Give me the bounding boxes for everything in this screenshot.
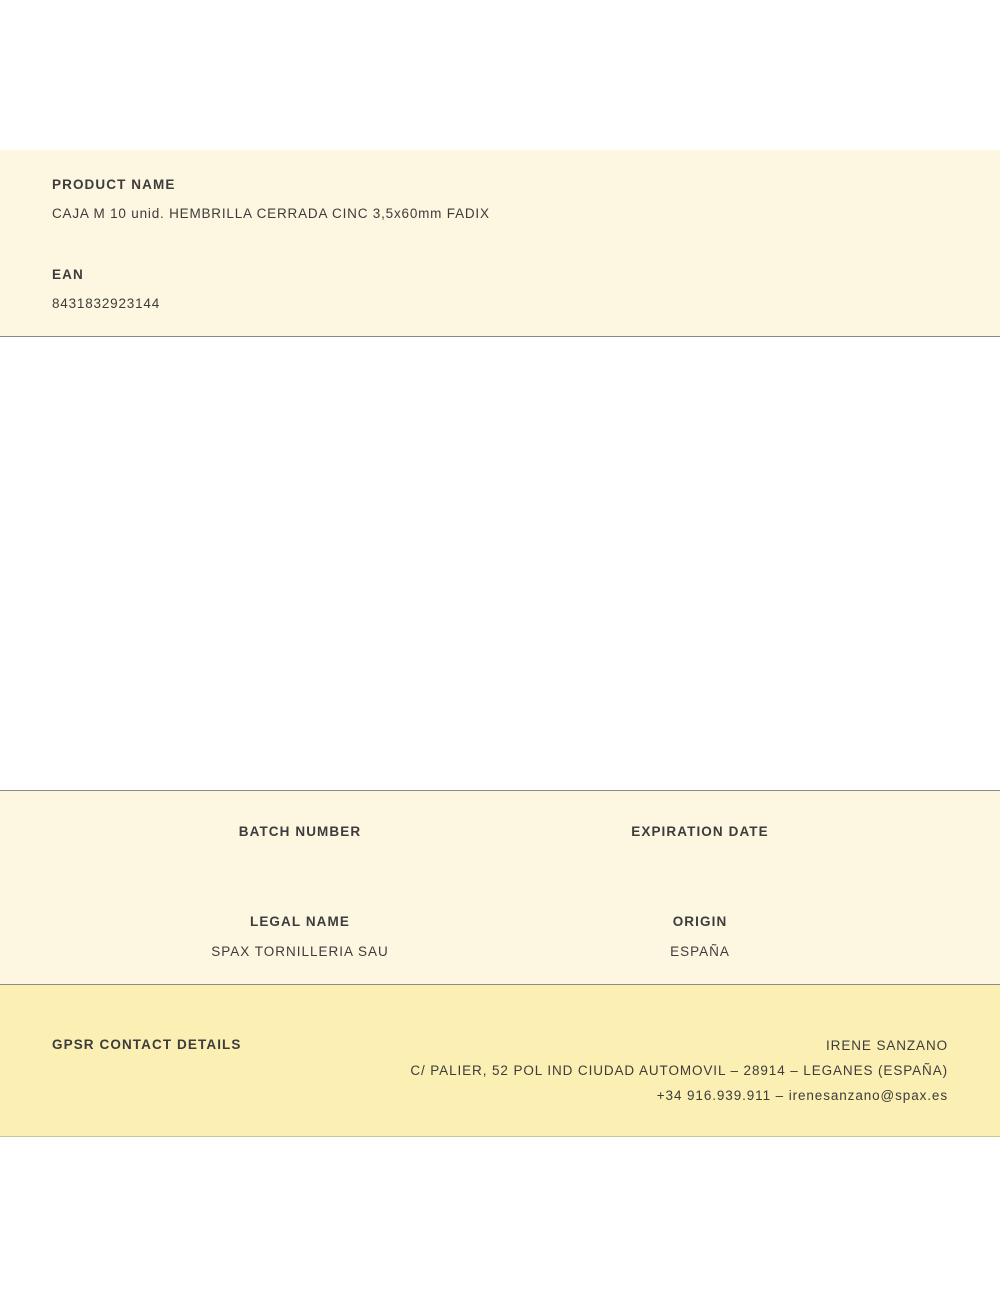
blank-content-area [0,337,1000,790]
origin-value: ESPAÑA [670,944,730,959]
product-info-section [0,150,1000,337]
batch-number-label: BATCH NUMBER [238,824,362,839]
gpsr-contact-section [0,985,1000,1137]
origin-label: ORIGIN [672,914,728,929]
legal-name-label: LEGAL NAME [249,914,350,929]
legal-name-value: SPAX TORNILLERIA SAU [211,944,389,959]
ean-label: EAN [52,267,84,282]
product-name-value: CAJA M 10 unid. HEMBRILLA CERRADA CINC 3,5x60mm FADIX [52,206,490,221]
expiration-date-label: EXPIRATION DATE [631,824,769,839]
gpsr-contact-label: GPSR CONTACT DETAILS [52,1037,242,1052]
ean-value: 8431832923144 [52,296,161,311]
footer-blank-area [0,1137,1000,1300]
gpsr-contact-details [410,1033,948,1108]
batch-info-section [0,790,1000,985]
gpsr-contact-name: IRENE SANZANO [826,1038,948,1053]
gpsr-address: C/ PALIER, 52 POL IND CIUDAD AUTOMOVIL – 28914 – LEGANES (ESPAÑA) [410,1063,948,1078]
product-name-label: PRODUCT NAME [52,177,176,192]
gpsr-phone-email: +34 916.939.911 – irenesanzano@spax.es [656,1088,948,1103]
